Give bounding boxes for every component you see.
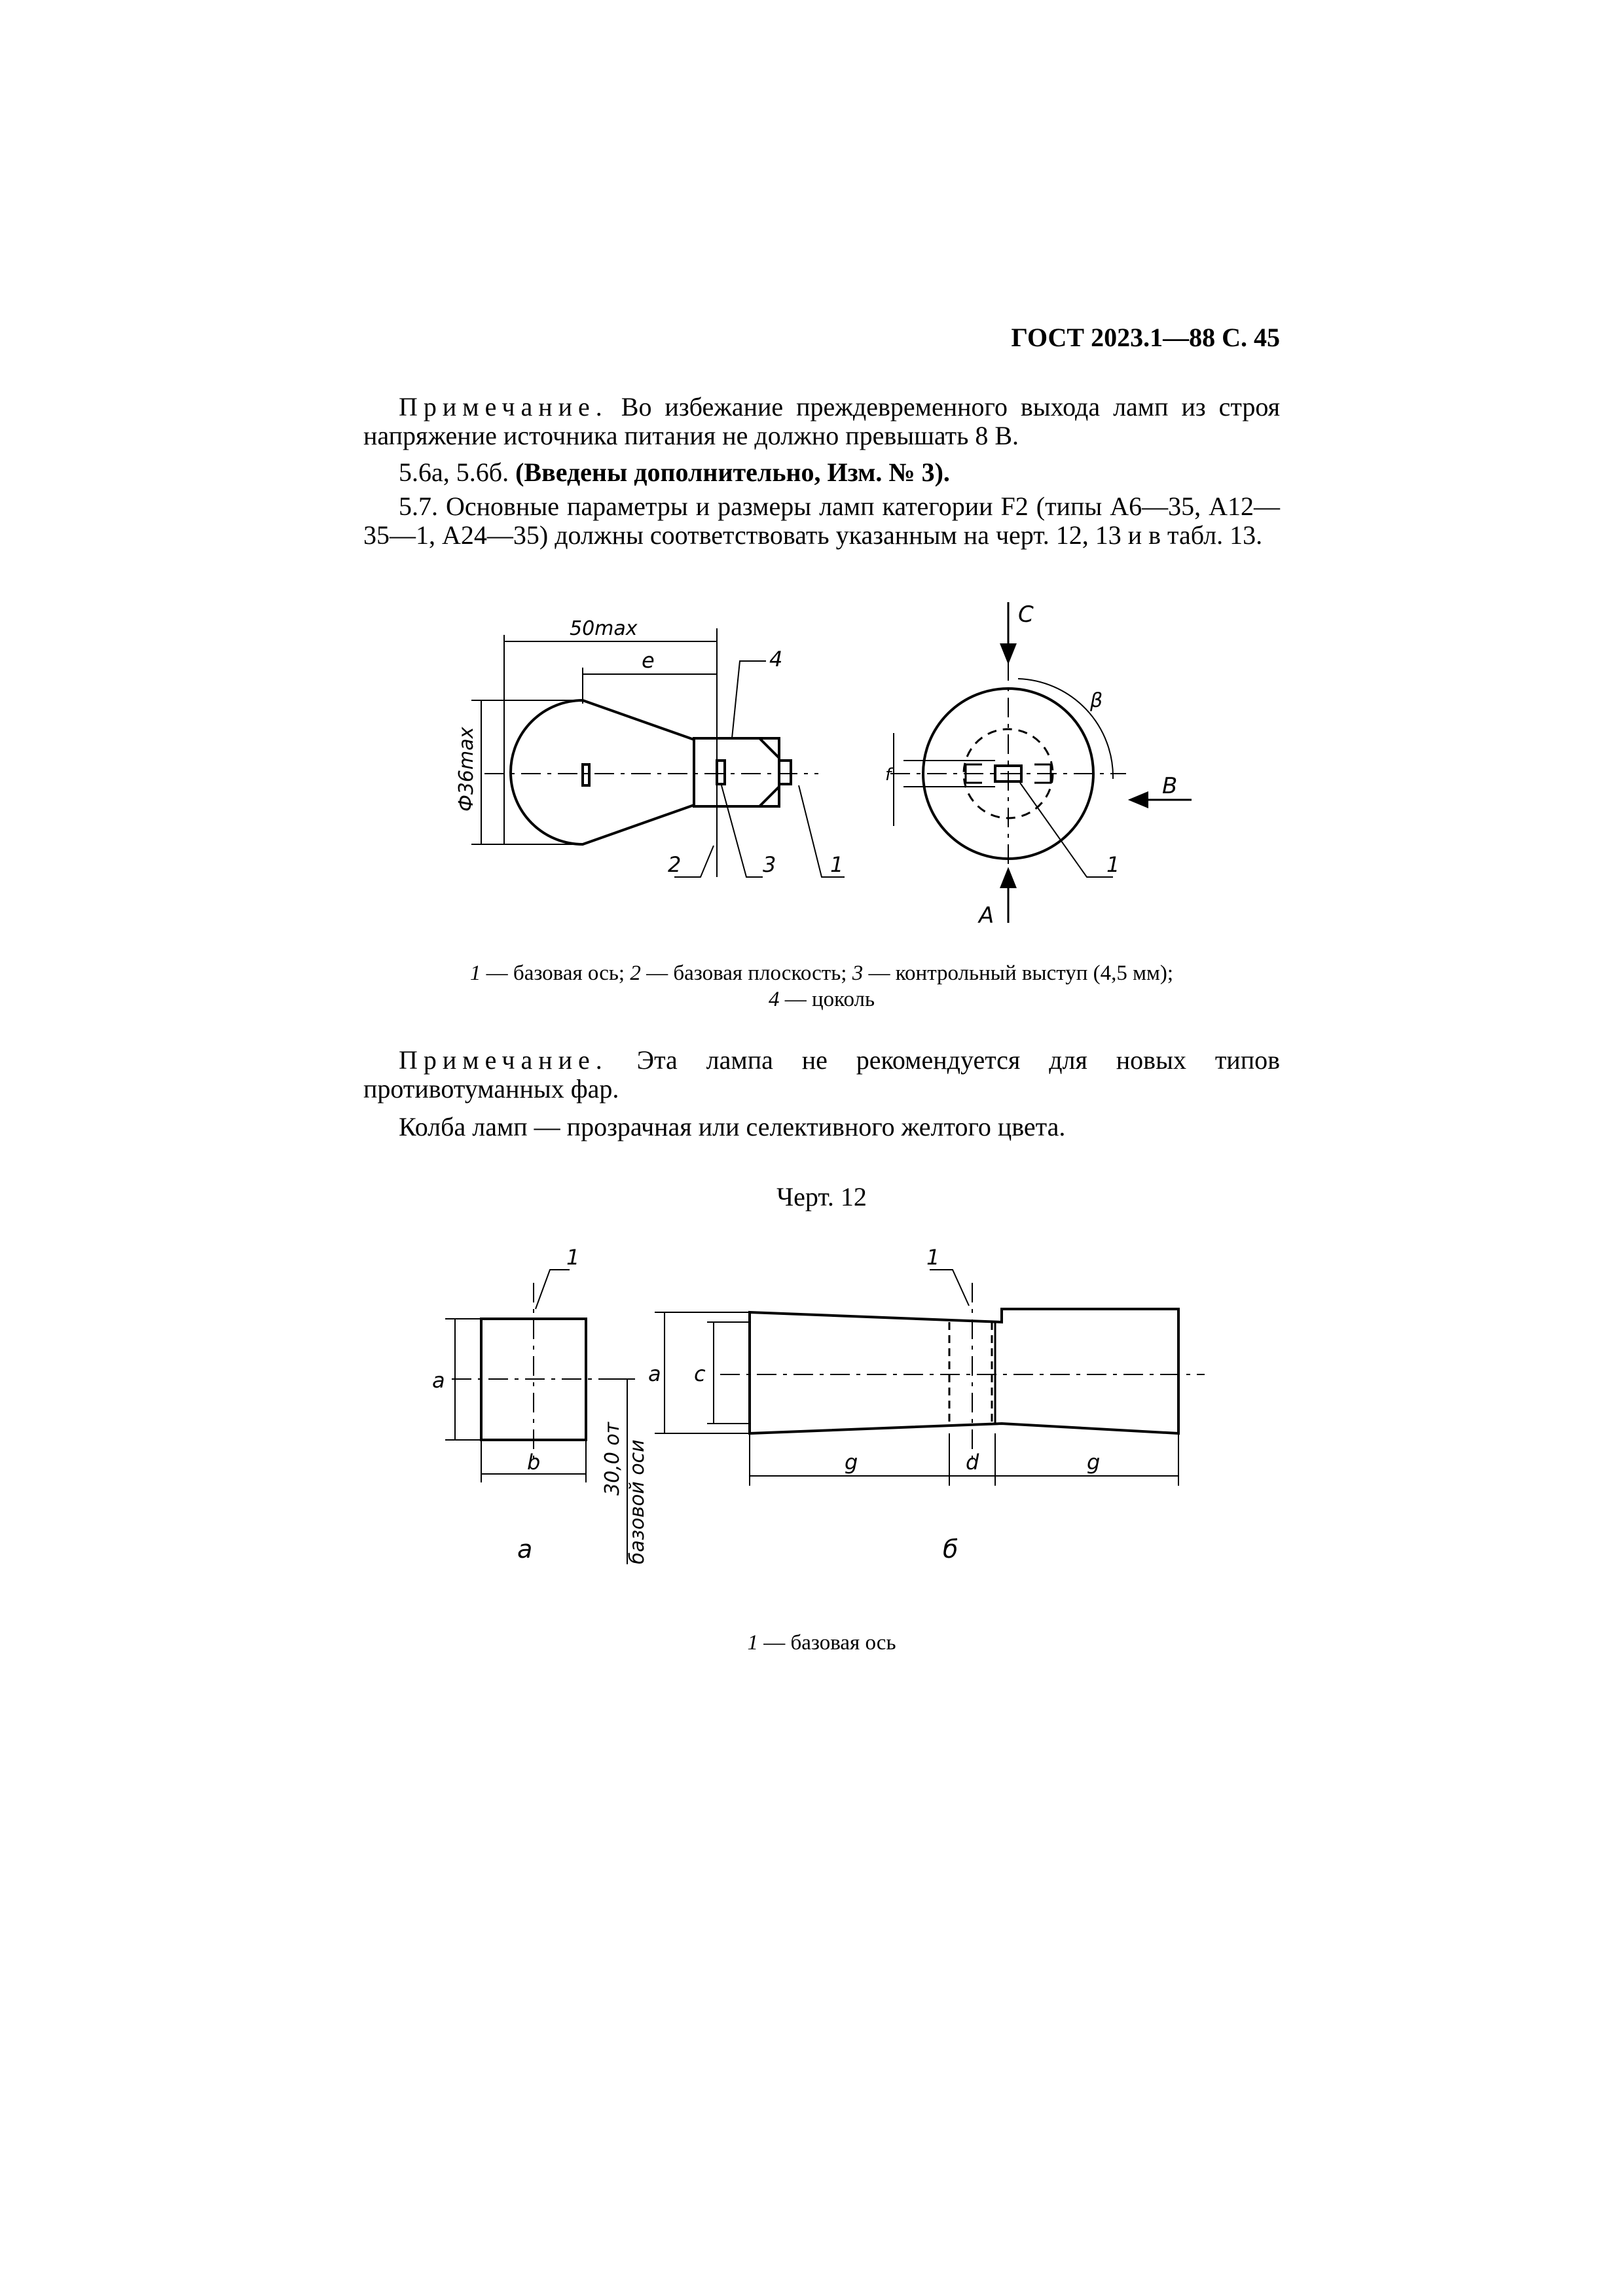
figure-12-drawing [419, 589, 1290, 956]
paragraph-5-6-bold: (Введены дополнительно, Изм. № 3). [515, 457, 950, 487]
sublabel-a: a [517, 1535, 533, 1564]
bulb-note: Колба ламп — прозрачная или селективного желтого цвета. [399, 1112, 1066, 1141]
legend-num-4: 4 [768, 988, 780, 1011]
callout-4: 4 [769, 647, 783, 672]
filament [583, 764, 589, 785]
label-a-left: a [432, 1368, 445, 1393]
note-label: Примечание. [399, 392, 608, 422]
label-f: f [885, 765, 892, 785]
leader-1-a [536, 1270, 570, 1309]
label-arrow-A: A [979, 903, 994, 929]
callout-2: 2 [668, 852, 682, 877]
label-diameter: Ф36max [455, 726, 478, 812]
note-paragraph-2 [363, 1046, 1280, 1103]
callout-1: 1 [830, 852, 844, 877]
label-e: e [642, 648, 655, 673]
base-bevel [759, 738, 779, 758]
legend-num-1: 1 [469, 961, 481, 985]
leader-1-b [930, 1270, 969, 1306]
label-beta: β [1090, 689, 1103, 712]
contact-pin [779, 761, 791, 784]
lamp-base [694, 738, 779, 806]
legend-num-3: 3 [852, 961, 864, 985]
label-g-right: g [1087, 1450, 1101, 1475]
note2-label: Примечание. [399, 1045, 608, 1075]
label-50max: 50max [570, 617, 638, 640]
label-b-left: b [527, 1450, 541, 1475]
legend-text-4: — цоколь [779, 988, 875, 1011]
callout-3: 3 [763, 852, 776, 877]
legend-text-1: — базовая ось; [481, 961, 630, 985]
control-protrusion [717, 761, 725, 784]
callout-1-a: 1 [566, 1245, 580, 1270]
note-text: Во избежание преждевременного выхода ламп из строя напряжение источника питания не должно превышать 8 В. [363, 392, 1280, 450]
bulb-outline [511, 700, 694, 844]
label-d-mid: d [966, 1450, 979, 1475]
sublabel-b: б [943, 1535, 958, 1564]
label-base-axis: базовой оси [626, 1439, 649, 1564]
chart-12-caption: Черт. 12 [776, 1182, 867, 1211]
callout-1-b: 1 [926, 1245, 940, 1270]
legend-text: — базовая ось [757, 1631, 896, 1655]
legend-text-3: — контрольный выступ (4,5 мм); [863, 961, 1174, 985]
figure-12-legend [363, 960, 1280, 1013]
note-paragraph-1 [363, 393, 1280, 450]
label-a-right: a [648, 1361, 661, 1386]
label-g-left: g [845, 1450, 858, 1475]
legend-num: 1 [747, 1631, 758, 1655]
leader-1-right [1020, 783, 1113, 877]
figure-13-legend [363, 1630, 1280, 1656]
legend-num-2: 2 [630, 961, 641, 985]
figure-13-drawing [419, 1244, 1290, 1584]
label-30-from: 30,0 от [601, 1422, 624, 1496]
label-c-right: c [694, 1361, 706, 1386]
leader-3 [721, 785, 763, 877]
legend-text-2: — базовая плоскость; [640, 961, 852, 985]
note2-text: Эта лампа не рекомендуется для новых типов противотуманных фар. [363, 1045, 1280, 1103]
leader-4 [732, 661, 766, 738]
label-arrow-C: C [1018, 601, 1034, 628]
paragraph-5-6 [363, 458, 1280, 487]
callout-1-right: 1 [1106, 852, 1120, 877]
section-b-outline [750, 1309, 1178, 1433]
page-header: ГОСТ 2023.1—88 С. 45 [1011, 323, 1280, 352]
label-arrow-B: B [1162, 773, 1178, 799]
paragraph-5-7: 5.7. Основные параметры и размеры ламп категории F2 (типы А6—35, А12—35—1, А24—35) должны соответствовать указанным на черт. 12, 13 и в табл. 13. [363, 492, 1280, 550]
paragraph-5-6-prefix: 5.6а, 5.6б. [399, 457, 516, 487]
